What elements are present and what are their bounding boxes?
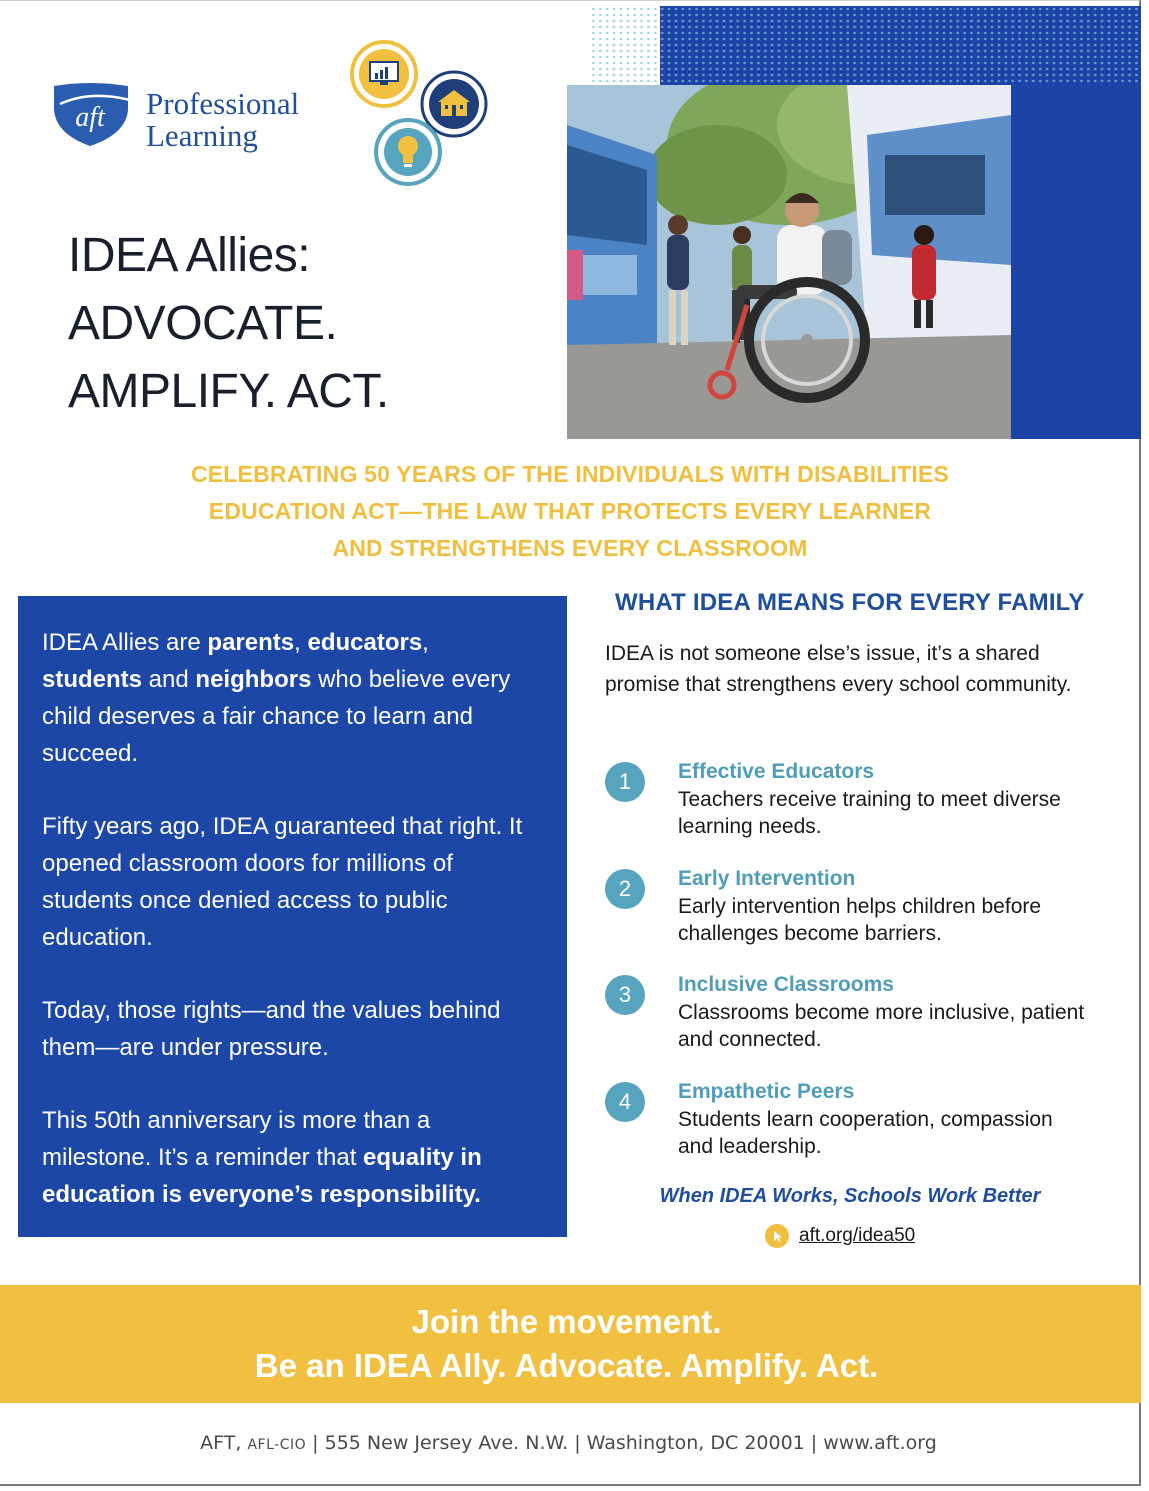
number-badge: 3 (605, 975, 645, 1015)
benefit-item (605, 971, 1085, 1061)
intro-paragraph-2: Fifty years ago, IDEA guaranteed that right. It opened classroom doors for millions of students once denied access to public education. (42, 813, 523, 951)
banner-line-2: Be an IDEA Ally. Advocate. Amplify. Act. (254, 1347, 879, 1384)
cursor-icon (765, 1224, 789, 1248)
idea-allies-intro-box (18, 596, 567, 1237)
section-intro: IDEA is not someone else’s issue, it’s a shared promise that strengthens every school community. (605, 642, 1072, 696)
subtitle-line-1: CELEBRATING 50 YEARS OF THE INDIVIDUALS WITH DISABILITIES (190, 461, 950, 487)
benefit-item (605, 1078, 1085, 1168)
logo-line-2: Learning (146, 118, 258, 153)
headline-line-2: ADVOCATE. (68, 297, 338, 350)
logo-line-1: Professional (146, 86, 300, 121)
headline-line-3: AMPLIFY. ACT. (68, 365, 389, 418)
dot-pattern (590, 6, 1141, 86)
photo-illustration (567, 85, 1011, 439)
svg-text:aft: aft (75, 102, 105, 133)
subtitle-line-3: AND STRENGTHENS EVERY CLASSROOM (332, 535, 808, 561)
number-badge: 2 (605, 869, 645, 909)
footer-afl-cio: AFL-CIO (247, 1437, 307, 1453)
learning-icons-cluster (346, 40, 491, 188)
benefit-item (605, 865, 1085, 955)
section-title: WHAT IDEA MEANS FOR EVERY FAMILY (615, 589, 1085, 616)
benefit-title: Early Intervention (678, 867, 856, 890)
benefit-description: Teachers receive training to meet diverse learning needs. (678, 788, 1061, 838)
benefit-description: Classrooms become more inclusive, patient and connected. (678, 1001, 1085, 1051)
benefit-title: Inclusive Classrooms (678, 973, 894, 996)
footer-address: | 555 New Jersey Ave. N.W. | Washington, DC 20001 | www.aft.org (306, 1432, 937, 1454)
chart-monitor-icon (352, 42, 416, 106)
footer-org: AFT, (200, 1432, 248, 1454)
address-footer (0, 1424, 1137, 1464)
intro-paragraph-1: IDEA Allies are parents, educators, students and neighbors who believe every child deserves a fair chance to learn and succeed. (42, 629, 511, 767)
logo-wordmark (146, 88, 299, 152)
call-to-action-banner (0, 1285, 1141, 1403)
benefit-description: Students learn cooperation, compassion and leadership. (678, 1108, 1053, 1158)
intro-paragraph-4: This 50th anniversary is more than a milestone. It’s a reminder that equality in education is everyone’s responsibility. (42, 1107, 482, 1208)
headline-line-1: IDEA Allies: (68, 229, 311, 282)
page-headline (68, 222, 548, 426)
lightbulb-icon (376, 120, 440, 184)
benefit-title: Empathetic Peers (678, 1080, 855, 1103)
subtitle-line-2: EDUCATION ACT—THE LAW THAT PROTECTS EVERY LEARNER (208, 498, 932, 524)
benefit-description: Early intervention helps children before challenges become barriers. (678, 895, 1042, 945)
intro-paragraph-3: Today, those rights—and the values behind them—are under pressure. (42, 997, 501, 1061)
benefit-item (605, 758, 1085, 848)
aft-professional-learning-logo (50, 76, 380, 186)
number-badge: 1 (605, 762, 645, 802)
students-schoolyard-photo (567, 85, 1011, 439)
benefit-title: Effective Educators (678, 760, 875, 783)
aft-shield-icon (50, 80, 132, 146)
banner-line-1: Join the movement. (411, 1303, 722, 1340)
number-badge: 4 (605, 1082, 645, 1122)
school-building-icon (422, 72, 486, 136)
idea50-link-text[interactable]: aft.org/idea50 (799, 1225, 916, 1246)
celebration-subtitle (100, 456, 1040, 567)
tagline: When IDEA Works, Schools Work Better (659, 1185, 1041, 1207)
